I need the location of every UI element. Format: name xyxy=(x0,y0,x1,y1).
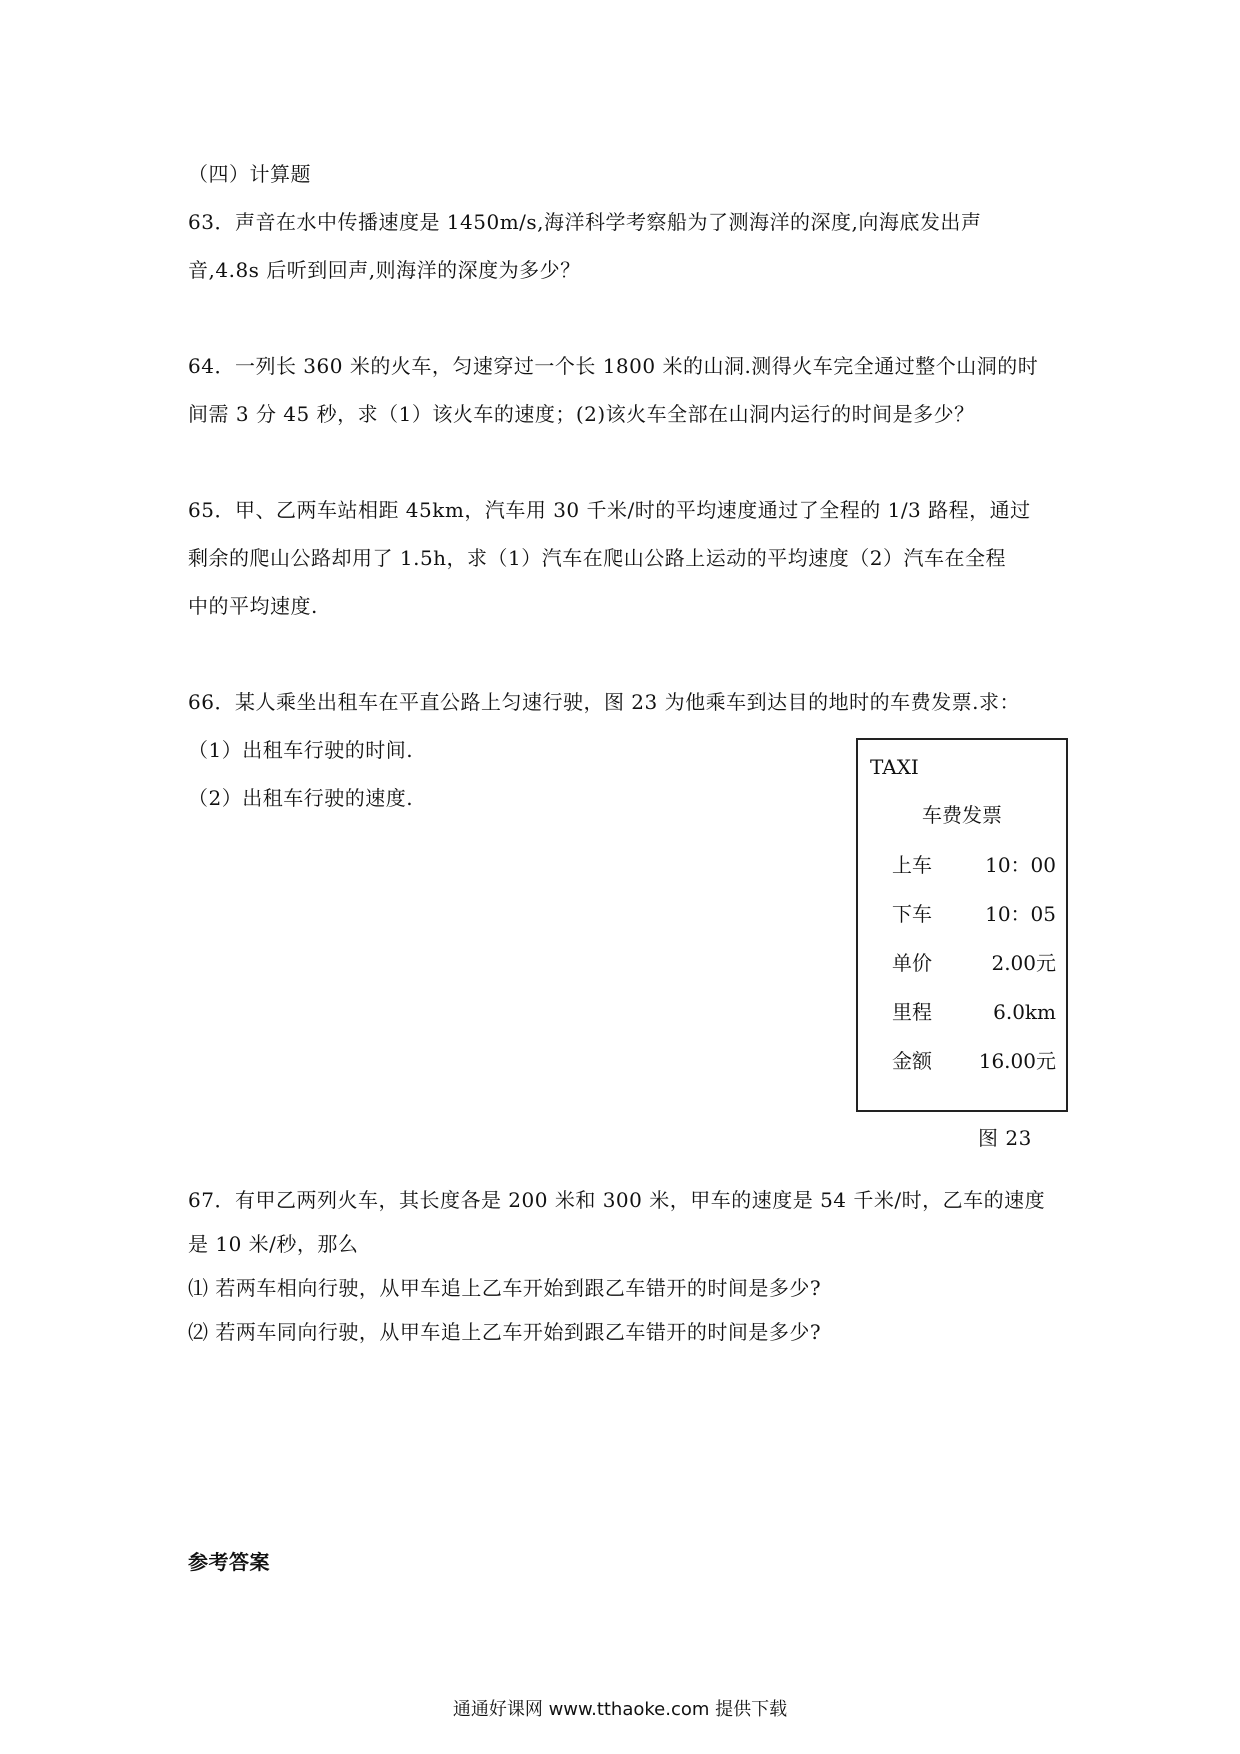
question-line: 63．声音在水中传播速度是 1450m/s,海洋科学考察船为了测海洋的深度,向海底发出声 xyxy=(188,210,982,234)
receipt-row-value: 10：05 xyxy=(985,902,1056,926)
question-line: 间需 3 分 45 秒，求（1）该火车的速度；(2)该火车全部在山洞内运行的时间是多少？ xyxy=(188,402,975,426)
receipt-row-value: 6.0km xyxy=(993,1000,1056,1024)
receipt-row-label: 金额 xyxy=(892,1049,932,1073)
question-line: ⑴ 若两车相向行驶，从甲车追上乙车开始到跟乙车错开的时间是多少? xyxy=(188,1276,822,1300)
page-footer: 通通好课网 www.tthaoke.com 提供下载 xyxy=(452,1699,788,1720)
question-line: 中的平均速度. xyxy=(188,594,318,618)
receipt-header: TAXI xyxy=(870,755,919,779)
receipt-row-label: 下车 xyxy=(892,902,932,926)
receipt-row-value: 16.00元 xyxy=(978,1049,1056,1073)
question-line: （2）出租车行驶的速度. xyxy=(188,786,414,810)
question-line: 67．有甲乙两列火车，其长度各是 200 米和 300 米，甲车的速度是 54 千米/时，乙车的速度 xyxy=(188,1188,1046,1212)
figure-caption: 图 23 xyxy=(978,1126,1032,1150)
receipt-title: 车费发票 xyxy=(922,803,1002,827)
answers-heading: 参考答案 xyxy=(188,1550,270,1574)
question-line: 65．甲、乙两车站相距 45km，汽车用 30 千米/时的平均速度通过了全程的 1/3 路程，通过 xyxy=(188,498,1031,522)
receipt-row-label: 里程 xyxy=(892,1000,932,1024)
question-line: 66．某人乘坐出租车在平直公路上匀速行驶，图 23 为他乘车到达目的地时的车费发票.求： xyxy=(188,690,1020,714)
question-line: 音,4.8s 后听到回声,则海洋的深度为多少？ xyxy=(188,258,581,282)
question-line: 剩余的爬山公路却用了 1.5h，求（1）汽车在爬山公路上运动的平均速度（2）汽车在全程 xyxy=(188,546,1006,570)
section-title: （四）计算题 xyxy=(188,162,311,186)
question-line: ⑵ 若两车同向行驶，从甲车追上乙车开始到跟乙车错开的时间是多少? xyxy=(188,1320,822,1344)
taxi-receipt xyxy=(856,738,1068,1112)
receipt-row-value: 10：00 xyxy=(985,853,1056,877)
receipt-row-value: 2.00元 xyxy=(991,951,1056,975)
question-line: 64．一列长 360 米的火车，匀速穿过一个长 1800 米的山洞.测得火车完全通过整个山洞的时 xyxy=(188,354,1039,378)
receipt-row-label: 单价 xyxy=(892,951,932,975)
question-line: （1）出租车行驶的时间. xyxy=(188,738,414,762)
question-line: 是 10 米/秒，那么 xyxy=(188,1232,359,1256)
receipt-row-label: 上车 xyxy=(892,853,932,877)
